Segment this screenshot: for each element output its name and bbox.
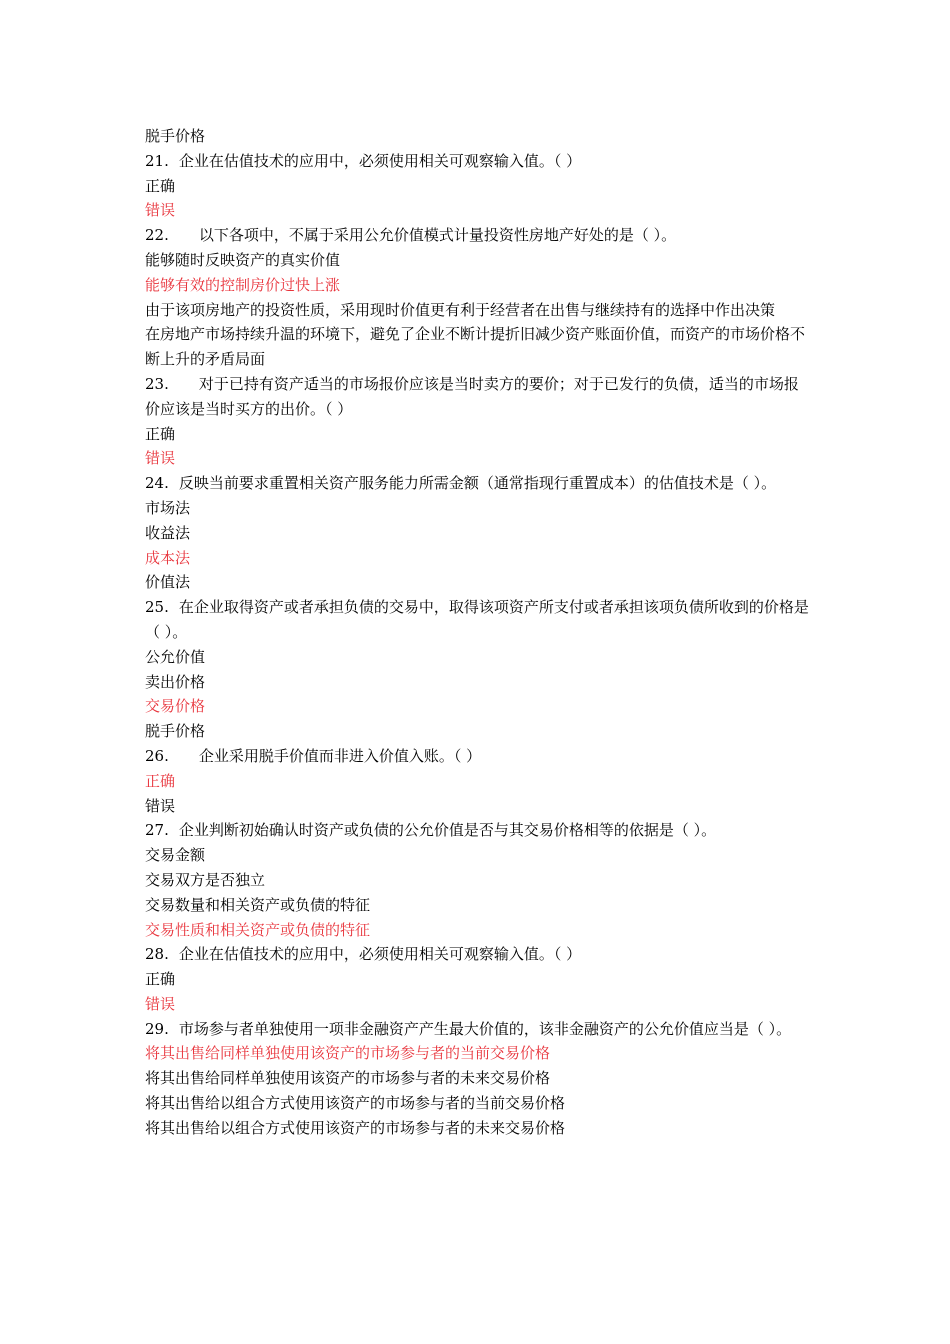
option-correct: 错误 [145, 994, 176, 1013]
question-text: 企业判断初始确认时资产或负债的公允价值是否与其交易价格相等的依据是（ ）。 [178, 821, 717, 840]
question-number: 21. [145, 151, 169, 170]
question-block [145, 818, 810, 942]
question-text: 以下各项中，不属于采用公允价值模式计量投资性房地产好处的是（ ）。 [198, 226, 677, 245]
question-text: 企业在估值技术的应用中，必须使用相关可观察输入值。（ ） [178, 151, 582, 170]
option-text: 交易金额 [145, 846, 206, 865]
question-text: 市场参与者单独使用一项非金融资产产生最大价值的，该非金融资产的公允价值应当是（ ）。 [178, 1019, 792, 1038]
question-block [145, 471, 810, 595]
question-block [145, 595, 810, 744]
question-stem [145, 818, 810, 843]
option-text: 错误 [145, 796, 176, 815]
option-text: 交易双方是否独立 [145, 870, 266, 889]
question-block [145, 372, 810, 471]
option-text: 正确 [145, 970, 176, 989]
question-text: 在企业取得资产或者承担负债的交易中，取得该项资产所支付或者承担该项负债所收到的价格是（ ）。 [145, 598, 809, 641]
question-block [145, 223, 810, 372]
option-text: 收益法 [145, 523, 191, 542]
option-text: 市场法 [145, 498, 191, 517]
option-correct: 交易价格 [145, 697, 206, 716]
question-text: 反映当前要求重置相关资产服务能力所需金额（通常指现行重置成本）的估值技术是（ ）。 [178, 474, 777, 493]
option-correct: 错误 [145, 201, 176, 220]
question-number: 27. [145, 821, 169, 840]
option-text: 将其出售给同样单独使用该资产的市场参与者的未来交易价格 [145, 1069, 551, 1088]
option-text: 将其出售给以组合方式使用该资产的市场参与者的未来交易价格 [145, 1118, 566, 1137]
option-correct: 将其出售给同样单独使用该资产的市场参与者的当前交易价格 [145, 1044, 551, 1063]
option-text: 在房地产市场持续升温的环境下，避免了企业不断计提折旧减少资产账面价值，而资产的市场价格不断上升的矛盾局面 [145, 325, 806, 369]
option-text: 由于该项房地产的投资性质，采用现时价值更有利于经营者在出售与继续持有的选择中作出决策 [145, 300, 776, 319]
question-number: 25. [145, 598, 169, 617]
question-number: 23. [145, 374, 169, 393]
question-block [145, 149, 810, 223]
option-text: 正确 [145, 424, 176, 443]
question-stem [145, 942, 810, 967]
option-text: 交易数量和相关资产或负债的特征 [145, 895, 371, 914]
option-text: 脱手价格 [145, 127, 206, 145]
option-text: 公允价值 [145, 647, 206, 666]
option-text: 将其出售给以组合方式使用该资产的市场参与者的当前交易价格 [145, 1094, 566, 1113]
option-text: 正确 [145, 176, 176, 195]
question-number: 28. [145, 945, 169, 964]
question-stem [145, 471, 810, 496]
question-text: 对于已持有资产适当的市场报价应该是当时卖方的要价；对于已发行的负债，适当的市场报价应该是当时买方的出价。（ ） [145, 374, 799, 418]
question-list [145, 149, 810, 1141]
question-stem [145, 1017, 810, 1042]
question-number: 29. [145, 1019, 169, 1038]
question-block [145, 744, 810, 818]
question-block [145, 942, 810, 1016]
option-correct: 成本法 [145, 548, 191, 567]
question-number: 24. [145, 474, 169, 493]
question-text: 企业在估值技术的应用中，必须使用相关可观察输入值。（ ） [178, 945, 582, 964]
question-block [145, 1017, 810, 1141]
option-correct: 交易性质和相关资产或负债的特征 [145, 920, 371, 939]
question-number: 26. [145, 746, 169, 765]
document-page [145, 124, 810, 1141]
question-number: 22. [145, 226, 169, 245]
question-stem [145, 744, 810, 769]
question-stem [145, 595, 810, 645]
option-text: 脱手价格 [145, 722, 206, 741]
question-text: 企业采用脱手价值而非进入价值入账。（ ） [198, 746, 482, 765]
option-correct: 正确 [145, 771, 176, 790]
question-stem [145, 223, 810, 248]
option-correct: 错误 [145, 449, 176, 468]
option-text: 卖出价格 [145, 672, 206, 691]
option-text: 能够随时反映资产的真实价值 [145, 250, 341, 269]
question-stem [145, 149, 810, 174]
option-correct: 能够有效的控制房价过快上涨 [145, 275, 341, 294]
option-text: 价值法 [145, 573, 191, 592]
question-stem [145, 372, 810, 422]
